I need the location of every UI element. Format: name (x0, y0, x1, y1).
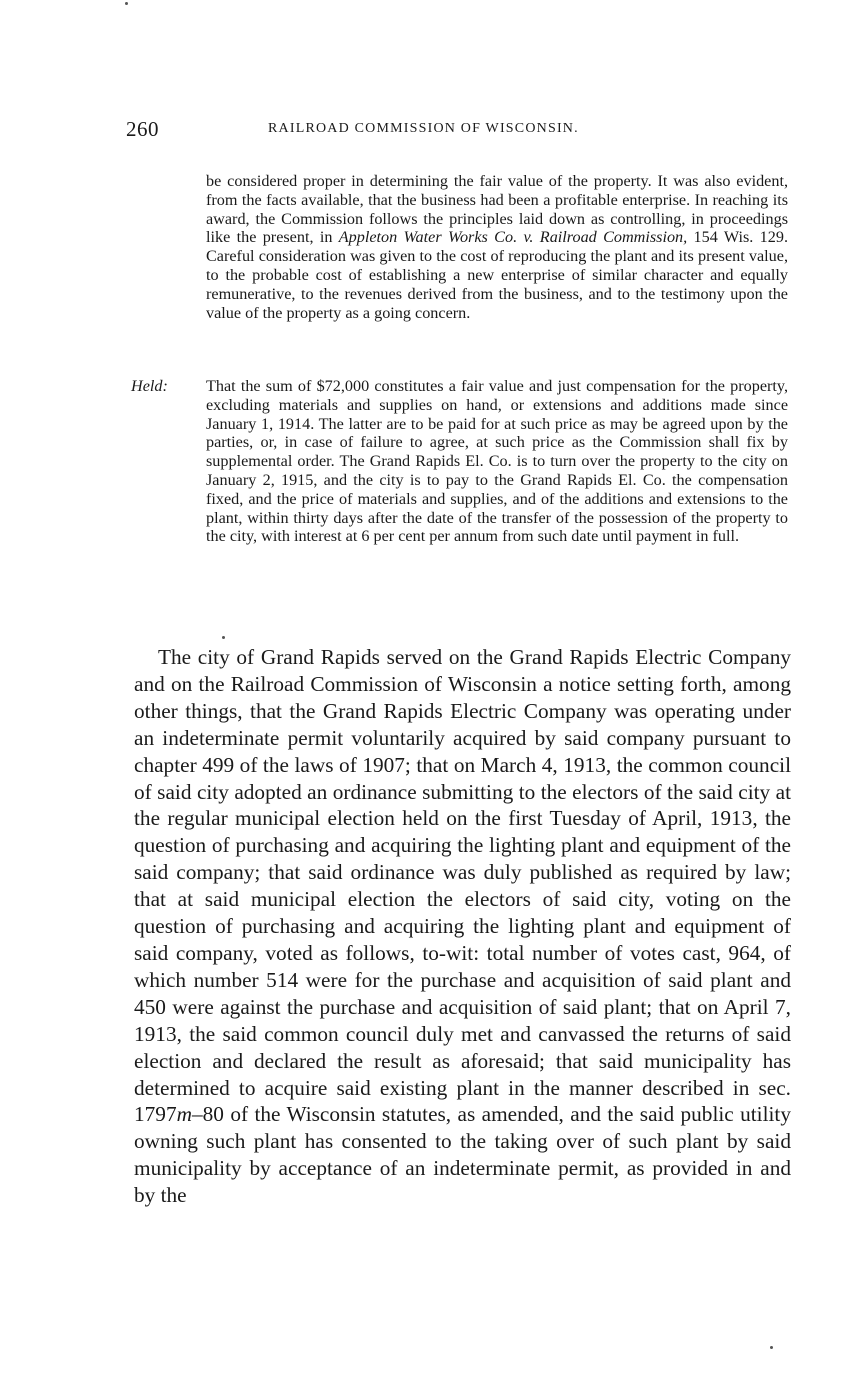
page-number: 260 (126, 117, 159, 141)
page-header (126, 117, 806, 147)
syllabus-paragraph (206, 172, 788, 322)
body-paragraph (134, 644, 791, 1209)
syllabus-text-part2: 154 Wis. 129. Careful consideration was given to the cost of reproducing the plant and its present value, to the probable cost of establishing a new enterprise of similar character and equally remunerative, to the revenues derived from the business, and to the testimony upon the value of the property as a going concern. (206, 228, 788, 322)
scan-speck (222, 636, 225, 639)
syllabus-text-part1: be considered proper in determining the fair value of the property. It was also evident, from the facts available, that the business had been a profitable enterprise. In reaching its award, the Commission follows the principles laid down as controlling, in proceedings like the present, in (206, 172, 788, 247)
body-text-part1: The city of Grand Rapids served on the Grand Rapids Electric Company and on the Railroad Commission of Wisconsin a notice setting forth, among other things, that the Grand Rapids Electric Company was operating under an indeterminate permit voluntarily acquired by said company pursuant to chapter 499 of the laws of 1907; that on March 4, 1913, the common council of said city adopted an ordinance submitting to the electors of the said city at the regular municipal election held on the first Tuesday of April, 1913, the question of purchasing and acquiring the lighting plant and equipment of the said company; that said ordinance was duly published as required by law; that at said municipal election the electors of said city, voting on the question of purchasing and acquiring the lighting plant and equipment of said company, voted as follows, to-wit: total number of votes cast, 964, of which number 514 were for the purchase and acquisition of said plant and 450 were against the purchase and acquisition of said plant; that on April 7, 1913, the said common council duly met and canvassed the returns of said election and declared the result as aforesaid; that said municipality has determined to acquire said existing plant in the manner described in sec. 1797 (134, 645, 791, 1127)
held-text: That the sum of $72,000 constitutes a fair value and just compensation for the property, excluding materials and supplies on hand, or extensions and additions made since January 1, 1914. The latter are to be paid for at such price as may be agreed upon by the parties, or, in case of failure to agree, at such price as the Commission shall fix by supplemental order. The Grand Rapids El. Co. is to turn over the property to the city on January 2, 1915, and the city is to pay to the Grand Rapids El. Co. the compensation fixed, and the price of materials and supplies, and of the additions and extensions to the plant, within thirty days after the date of the transfer of the possession of the property to the city, with interest at 6 per cent per annum from such date until payment in full. (206, 377, 788, 546)
section-suffix: m (176, 1102, 192, 1127)
scan-speck (770, 1346, 773, 1349)
case-citation: Appleton Water Works Co. v. Railroad Commission, (338, 228, 688, 247)
held-label: Held: (131, 377, 168, 395)
syllabus-text (206, 172, 788, 322)
running-head: RAILROAD COMMISSION OF WISCONSIN. (268, 121, 579, 136)
scan-speck (125, 2, 128, 5)
body-text-part2: –80 of the Wisconsin statutes, as amended, and the said public utility owning such plant has consented to the taking over of such plant by said municipality by acceptance of an indeterminate permit, as provided in and by the (134, 1102, 791, 1208)
